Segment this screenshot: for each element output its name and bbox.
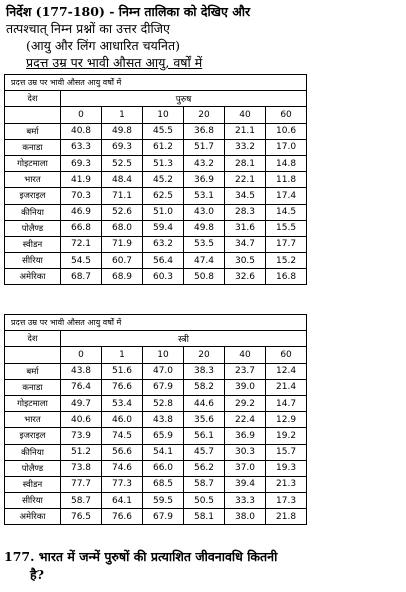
country-name: कनाडा: [5, 379, 61, 395]
life-expectancy-value: 76.5: [61, 509, 102, 525]
life-expectancy-value: 45.2: [143, 172, 184, 188]
caption-row: [5, 75, 307, 91]
age-header: 60: [266, 347, 307, 363]
table-row: [5, 379, 307, 395]
life-expectancy-value: 54.5: [61, 253, 102, 269]
life-expectancy-value: 21.1: [225, 123, 266, 139]
life-expectancy-value: 60.3: [143, 269, 184, 285]
life-expectancy-value: 15.5: [266, 220, 307, 236]
country-name: भारत: [5, 412, 61, 428]
country-name: बर्मा: [5, 123, 61, 139]
table-row: [5, 220, 307, 236]
country-name: पोलैण्ड: [5, 460, 61, 476]
life-expectancy-value: 32.6: [225, 269, 266, 285]
life-expectancy-value: 30.3: [225, 444, 266, 460]
life-expectancy-value: 38.0: [225, 509, 266, 525]
life-expectancy-value: 11.8: [266, 172, 307, 188]
table-row: [5, 236, 307, 252]
life-expectancy-value: 16.8: [266, 269, 307, 285]
blank-cell: [5, 107, 61, 123]
life-expectancy-value: 49.8: [184, 220, 225, 236]
group-row: [5, 331, 307, 347]
life-expectancy-value: 59.4: [143, 220, 184, 236]
age-header: 40: [225, 347, 266, 363]
country-name: इजराइल: [5, 428, 61, 444]
country-name: कनाडा: [5, 139, 61, 155]
life-expectancy-value: 51.6: [102, 363, 143, 379]
life-expectancy-value: 43.2: [184, 155, 225, 171]
table-row: [5, 412, 307, 428]
life-expectancy-value: 40.6: [61, 412, 102, 428]
life-expectancy-value: 14.8: [266, 155, 307, 171]
life-expectancy-value: 34.5: [225, 188, 266, 204]
life-expectancy-value: 66.0: [143, 460, 184, 476]
life-expectancy-value: 36.9: [184, 172, 225, 188]
life-expectancy-value: 67.9: [143, 509, 184, 525]
life-expectancy-value: 64.1: [102, 493, 143, 509]
life-expectancy-value: 17.4: [266, 188, 307, 204]
life-expectancy-value: 46.0: [102, 412, 143, 428]
life-expectancy-value: 31.6: [225, 220, 266, 236]
life-expectancy-value: 30.5: [225, 253, 266, 269]
life-expectancy-value: 76.6: [102, 509, 143, 525]
life-expectancy-value: 46.9: [61, 204, 102, 220]
table-row: [5, 363, 307, 379]
age-header: 60: [266, 107, 307, 123]
life-expectancy-value: 21.4: [266, 379, 307, 395]
life-expectancy-value: 51.2: [61, 444, 102, 460]
life-expectancy-value: 12.9: [266, 412, 307, 428]
group-row: [5, 91, 307, 107]
life-expectancy-value: 66.8: [61, 220, 102, 236]
age-header: 0: [61, 347, 102, 363]
ages-row: [5, 347, 307, 363]
life-expectancy-value: 49.7: [61, 395, 102, 411]
life-expectancy-value: 36.9: [225, 428, 266, 444]
table-row: [5, 444, 307, 460]
life-expectancy-value: 28.1: [225, 155, 266, 171]
life-expectancy-value: 63.3: [61, 139, 102, 155]
life-expectancy-value: 49.8: [102, 123, 143, 139]
life-expectancy-value: 36.8: [184, 123, 225, 139]
life-expectancy-value: 53.5: [184, 236, 225, 252]
life-expectancy-value: 67.9: [143, 379, 184, 395]
table-title: प्रदत्त उम्र पर भावी औसत आयु, वर्षों में: [26, 55, 203, 70]
age-header: 1: [102, 107, 143, 123]
table-subtitle: (आयु और लिंग आधारित चयनित): [26, 38, 180, 53]
life-expectancy-value: 56.2: [184, 460, 225, 476]
life-expectancy-value: 71.1: [102, 188, 143, 204]
country-name: कीनिया: [5, 444, 61, 460]
life-expectancy-value: 69.3: [102, 139, 143, 155]
question-177: 177. भारत में जन्में पुरुषों की प्रत्याशित जीवनावधि कितनी: [4, 549, 278, 564]
life-expectancy-value: 43.0: [184, 204, 225, 220]
female-life-expectancy-table: [4, 314, 307, 525]
country-name: गोइटमाला: [5, 395, 61, 411]
life-expectancy-value: 65.9: [143, 428, 184, 444]
table-caption: प्रदत्त उम्र पर भावी औसत आयु वर्षों में: [5, 315, 307, 331]
life-expectancy-value: 39.4: [225, 476, 266, 492]
age-header: 1: [102, 347, 143, 363]
country-name: स्वीडन: [5, 476, 61, 492]
age-header: 20: [184, 347, 225, 363]
life-expectancy-value: 43.8: [61, 363, 102, 379]
life-expectancy-value: 77.7: [61, 476, 102, 492]
life-expectancy-value: 10.6: [266, 123, 307, 139]
life-expectancy-value: 47.4: [184, 253, 225, 269]
life-expectancy-value: 22.4: [225, 412, 266, 428]
life-expectancy-value: 52.6: [102, 204, 143, 220]
table-row: [5, 269, 307, 285]
age-header: 10: [143, 347, 184, 363]
life-expectancy-value: 45.5: [143, 123, 184, 139]
life-expectancy-value: 68.5: [143, 476, 184, 492]
life-expectancy-value: 58.7: [184, 476, 225, 492]
table-row: [5, 123, 307, 139]
life-expectancy-value: 68.0: [102, 220, 143, 236]
country-name: सीरिया: [5, 493, 61, 509]
country-name: अमेरिका: [5, 269, 61, 285]
life-expectancy-value: 33.2: [225, 139, 266, 155]
table-row: [5, 253, 307, 269]
life-expectancy-value: 41.9: [61, 172, 102, 188]
life-expectancy-value: 52.5: [102, 155, 143, 171]
table-row: [5, 139, 307, 155]
life-expectancy-value: 58.7: [61, 493, 102, 509]
table-row: [5, 395, 307, 411]
instructions-subheading: तत्पश्चात् निम्न प्रश्नों का उत्तर दीजिए: [6, 21, 170, 36]
age-header: 0: [61, 107, 102, 123]
country-name: कीनिया: [5, 204, 61, 220]
life-expectancy-value: 21.8: [266, 509, 307, 525]
life-expectancy-value: 35.6: [184, 412, 225, 428]
country-name: अमेरिका: [5, 509, 61, 525]
table-row: [5, 476, 307, 492]
male-life-expectancy-table: [4, 74, 307, 285]
life-expectancy-value: 72.1: [61, 236, 102, 252]
life-expectancy-value: 17.7: [266, 236, 307, 252]
life-expectancy-value: 17.0: [266, 139, 307, 155]
life-expectancy-value: 54.1: [143, 444, 184, 460]
life-expectancy-value: 70.3: [61, 188, 102, 204]
life-expectancy-value: 58.1: [184, 509, 225, 525]
life-expectancy-value: 50.5: [184, 493, 225, 509]
life-expectancy-value: 23.7: [225, 363, 266, 379]
life-expectancy-value: 37.0: [225, 460, 266, 476]
life-expectancy-value: 53.4: [102, 395, 143, 411]
life-expectancy-value: 68.7: [61, 269, 102, 285]
life-expectancy-value: 73.9: [61, 428, 102, 444]
life-expectancy-value: 40.8: [61, 123, 102, 139]
country-name: बर्मा: [5, 363, 61, 379]
table-row: [5, 460, 307, 476]
life-expectancy-value: 51.0: [143, 204, 184, 220]
life-expectancy-value: 33.3: [225, 493, 266, 509]
life-expectancy-value: 53.1: [184, 188, 225, 204]
life-expectancy-value: 51.3: [143, 155, 184, 171]
life-expectancy-value: 59.5: [143, 493, 184, 509]
ages-row: [5, 107, 307, 123]
country-name: स्वीडन: [5, 236, 61, 252]
life-expectancy-value: 76.6: [102, 379, 143, 395]
life-expectancy-value: 21.3: [266, 476, 307, 492]
life-expectancy-value: 52.8: [143, 395, 184, 411]
life-expectancy-value: 74.5: [102, 428, 143, 444]
question-177-continued: है?: [30, 567, 44, 582]
life-expectancy-value: 15.7: [266, 444, 307, 460]
life-expectancy-value: 39.0: [225, 379, 266, 395]
table-row: [5, 204, 307, 220]
life-expectancy-value: 12.4: [266, 363, 307, 379]
country-column-header: देश: [5, 91, 61, 107]
table-row: [5, 509, 307, 525]
blank-cell: [5, 347, 61, 363]
life-expectancy-value: 68.9: [102, 269, 143, 285]
country-name: गोइटमाला: [5, 155, 61, 171]
table-row: [5, 493, 307, 509]
table-caption: प्रदत्त उम्र पर भावी औसत आयु वर्षों में: [5, 75, 307, 91]
life-expectancy-value: 71.9: [102, 236, 143, 252]
life-expectancy-value: 19.3: [266, 460, 307, 476]
life-expectancy-value: 14.5: [266, 204, 307, 220]
life-expectancy-value: 17.3: [266, 493, 307, 509]
life-expectancy-value: 76.4: [61, 379, 102, 395]
table-row: [5, 188, 307, 204]
gender-group-header: स्त्री: [61, 331, 307, 347]
life-expectancy-value: 45.7: [184, 444, 225, 460]
life-expectancy-value: 19.2: [266, 428, 307, 444]
country-name: पोलैण्ड: [5, 220, 61, 236]
life-expectancy-value: 48.4: [102, 172, 143, 188]
life-expectancy-value: 50.8: [184, 269, 225, 285]
age-header: 20: [184, 107, 225, 123]
life-expectancy-value: 73.8: [61, 460, 102, 476]
life-expectancy-value: 58.2: [184, 379, 225, 395]
instructions-heading: निर्देश (177-180) - निम्न तालिका को देखिए और: [6, 4, 251, 19]
life-expectancy-value: 62.5: [143, 188, 184, 204]
life-expectancy-value: 51.7: [184, 139, 225, 155]
caption-row: [5, 315, 307, 331]
table-row: [5, 155, 307, 171]
life-expectancy-value: 44.6: [184, 395, 225, 411]
life-expectancy-value: 28.3: [225, 204, 266, 220]
life-expectancy-value: 61.2: [143, 139, 184, 155]
age-header: 10: [143, 107, 184, 123]
life-expectancy-value: 56.1: [184, 428, 225, 444]
country-name: इजराइल: [5, 188, 61, 204]
life-expectancy-value: 38.3: [184, 363, 225, 379]
life-expectancy-value: 34.7: [225, 236, 266, 252]
life-expectancy-value: 43.8: [143, 412, 184, 428]
country-column-header: देश: [5, 331, 61, 347]
life-expectancy-value: 69.3: [61, 155, 102, 171]
life-expectancy-value: 15.2: [266, 253, 307, 269]
age-header: 40: [225, 107, 266, 123]
country-name: सीरिया: [5, 253, 61, 269]
gender-group-header: पुरुष: [61, 91, 307, 107]
life-expectancy-value: 29.2: [225, 395, 266, 411]
table-row: [5, 428, 307, 444]
life-expectancy-value: 63.2: [143, 236, 184, 252]
life-expectancy-value: 77.3: [102, 476, 143, 492]
life-expectancy-value: 47.0: [143, 363, 184, 379]
life-expectancy-value: 56.6: [102, 444, 143, 460]
country-name: भारत: [5, 172, 61, 188]
life-expectancy-value: 60.7: [102, 253, 143, 269]
table-row: [5, 172, 307, 188]
life-expectancy-value: 74.6: [102, 460, 143, 476]
life-expectancy-value: 22.1: [225, 172, 266, 188]
life-expectancy-value: 56.4: [143, 253, 184, 269]
life-expectancy-value: 14.7: [266, 395, 307, 411]
